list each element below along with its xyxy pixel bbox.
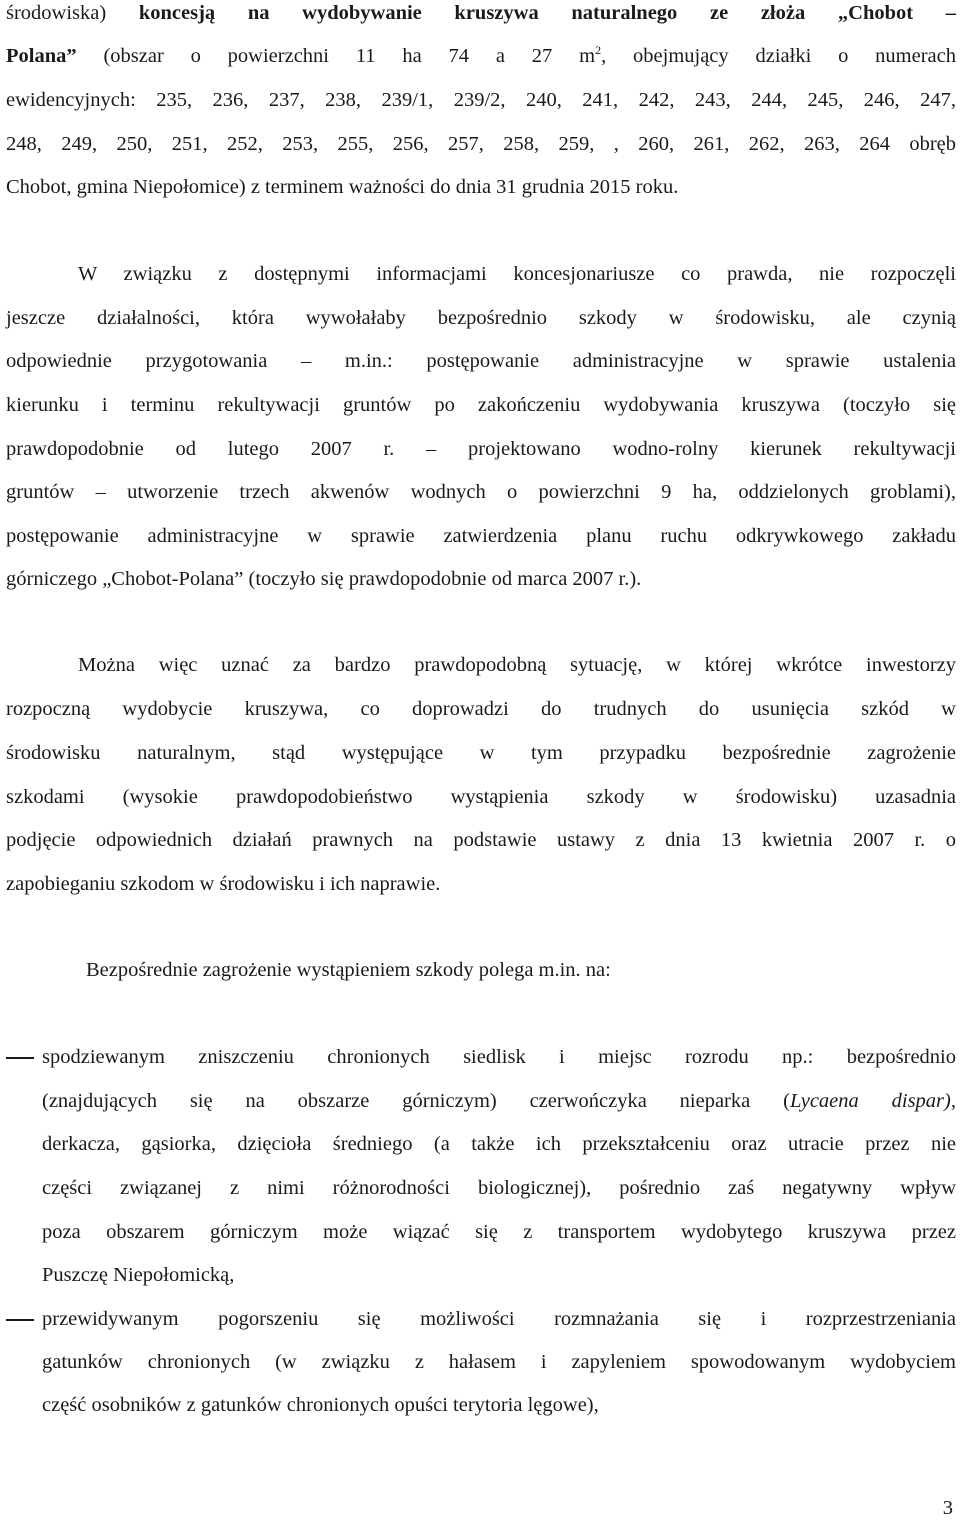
list-dash-1 [6,1057,34,1059]
paragraph-1-line-3: ewidencyjnych: 235, 236, 237, 238, 239/1, 239/2, 240, 241, 242, 243, 244, 245, 246, 247, [6,89,956,111]
list-item-1-line-6: Puszczę Niepołomicką, [42,1264,235,1286]
list-item-1-line-1: spodziewanym zniszczeniu chronionych siedlisk i miejsc rozrodu np.: bezpośrednio [42,1046,956,1068]
paragraph-1-line-2 [6,43,956,69]
text-run: środowiska) [6,2,139,24]
bold-text-run: koncesją na wydobywanie kruszywa naturalnego ze złoża „Chobot – [138,2,956,24]
list-intro: Bezpośrednie zagrożenie wystąpieniem szkody polega m.in. na: [86,959,611,981]
paragraph-2-line-3: odpowiednie przygotowania – m.in.: postępowanie administracyjne w sprawie ustalenia [6,350,956,372]
superscript: 2 [595,43,602,58]
paragraph-3-line-6: zapobieganiu szkodom w środowisku i ich naprawie. [6,873,441,895]
paragraph-1-line-4: 248, 249, 250, 251, 252, 253, 255, 256, 257, 258, 259, , 260, 261, 262, 263, 264 obręb [6,133,956,155]
paragraph-2-line-7: postępowanie administracyjne w sprawie zatwierdzenia planu ruchu odkrywkowego zakładu [6,525,956,547]
paragraph-2-line-1: W związku z dostępnymi informacjami koncesjonariusze co prawda, nie rozpoczęli [78,263,956,285]
paragraph-1-line-1 [6,0,956,26]
list-dash-2 [6,1319,34,1321]
list-item-2-line-3: część osobników z gatunków chronionych opuści terytoria lęgowe), [42,1394,599,1416]
paragraph-2-line-4: kierunku i terminu rekultywacji gruntów po zakończeniu wydobywania kruszywa (toczyło się [6,394,956,416]
paragraph-3-line-1: Można więc uznać za bardzo prawdopodobną sytuację, w której wkrótce inwestorzy [78,654,956,676]
text-run: (znajdujących się na obszarze górniczym) czerwończyka nieparka ( [42,1090,790,1112]
bold-text-run: Polana” [6,45,77,67]
list-item-2-line-1: przewidywanym pogorszeniu się możliwości rozmnażania się i rozprzestrzeniania [42,1308,956,1330]
text-run: (obszar o powierzchni 11 ha 74 a 27 m [76,45,596,67]
italic-text-run: Lycaena dispar), [789,1090,956,1112]
paragraph-2-line-6: gruntów – utworzenie trzech akwenów wodnych o powierzchni 9 ha, oddzielonych groblami), [6,481,956,503]
list-item-1-line-4: części związanej z nimi różnorodności biologicznej), pośrednio zaś negatywny wpływ [42,1177,956,1199]
paragraph-3-line-3: środowisku naturalnym, stąd występujące w tym przypadku bezpośrednie zagrożenie [6,742,956,764]
page-number: 3 [942,1497,953,1519]
list-item-2-line-2: gatunków chronionych (w związku z hałasem i zapyleniem spowodowanym wydobyciem [42,1351,956,1373]
paragraph-3-line-5: podjęcie odpowiednich działań prawnych na podstawie ustawy z dnia 13 kwietnia 2007 r. o [6,829,956,851]
paragraph-2-line-5: prawdopodobnie od lutego 2007 r. – projektowano wodno-rolny kierunek rekultywacji [6,438,956,460]
paragraph-2-line-2: jeszcze działalności, która wywołałaby bezpośrednio szkody w środowisku, ale czynią [6,307,956,329]
paragraph-2-line-8: górniczego „Chobot-Polana” (toczyło się prawdopodobnie od marca 2007 r.). [6,568,642,590]
text-run: , obejmujący działki o numerach [601,45,956,67]
list-item-1-line-5: poza obszarem górniczym może wiązać się z transportem wydobytego kruszywa przez [42,1221,956,1243]
list-item-1-line-2 [42,1088,956,1114]
paragraph-1-line-5: Chobot, gmina Niepołomice) z terminem ważności do dnia 31 grudnia 2015 roku. [6,176,679,198]
list-item-1-line-3: derkacza, gąsiorka, dzięcioła średniego (a także ich przekształceniu oraz utracie przez nie [42,1133,956,1155]
paragraph-3-line-4: szkodami (wysokie prawdopodobieństwo wystąpienia szkody w środowisku) uzasadnia [6,786,956,808]
paragraph-3-line-2: rozpoczną wydobycie kruszywa, co doprowadzi do trudnych do usunięcia szkód w [6,698,956,720]
